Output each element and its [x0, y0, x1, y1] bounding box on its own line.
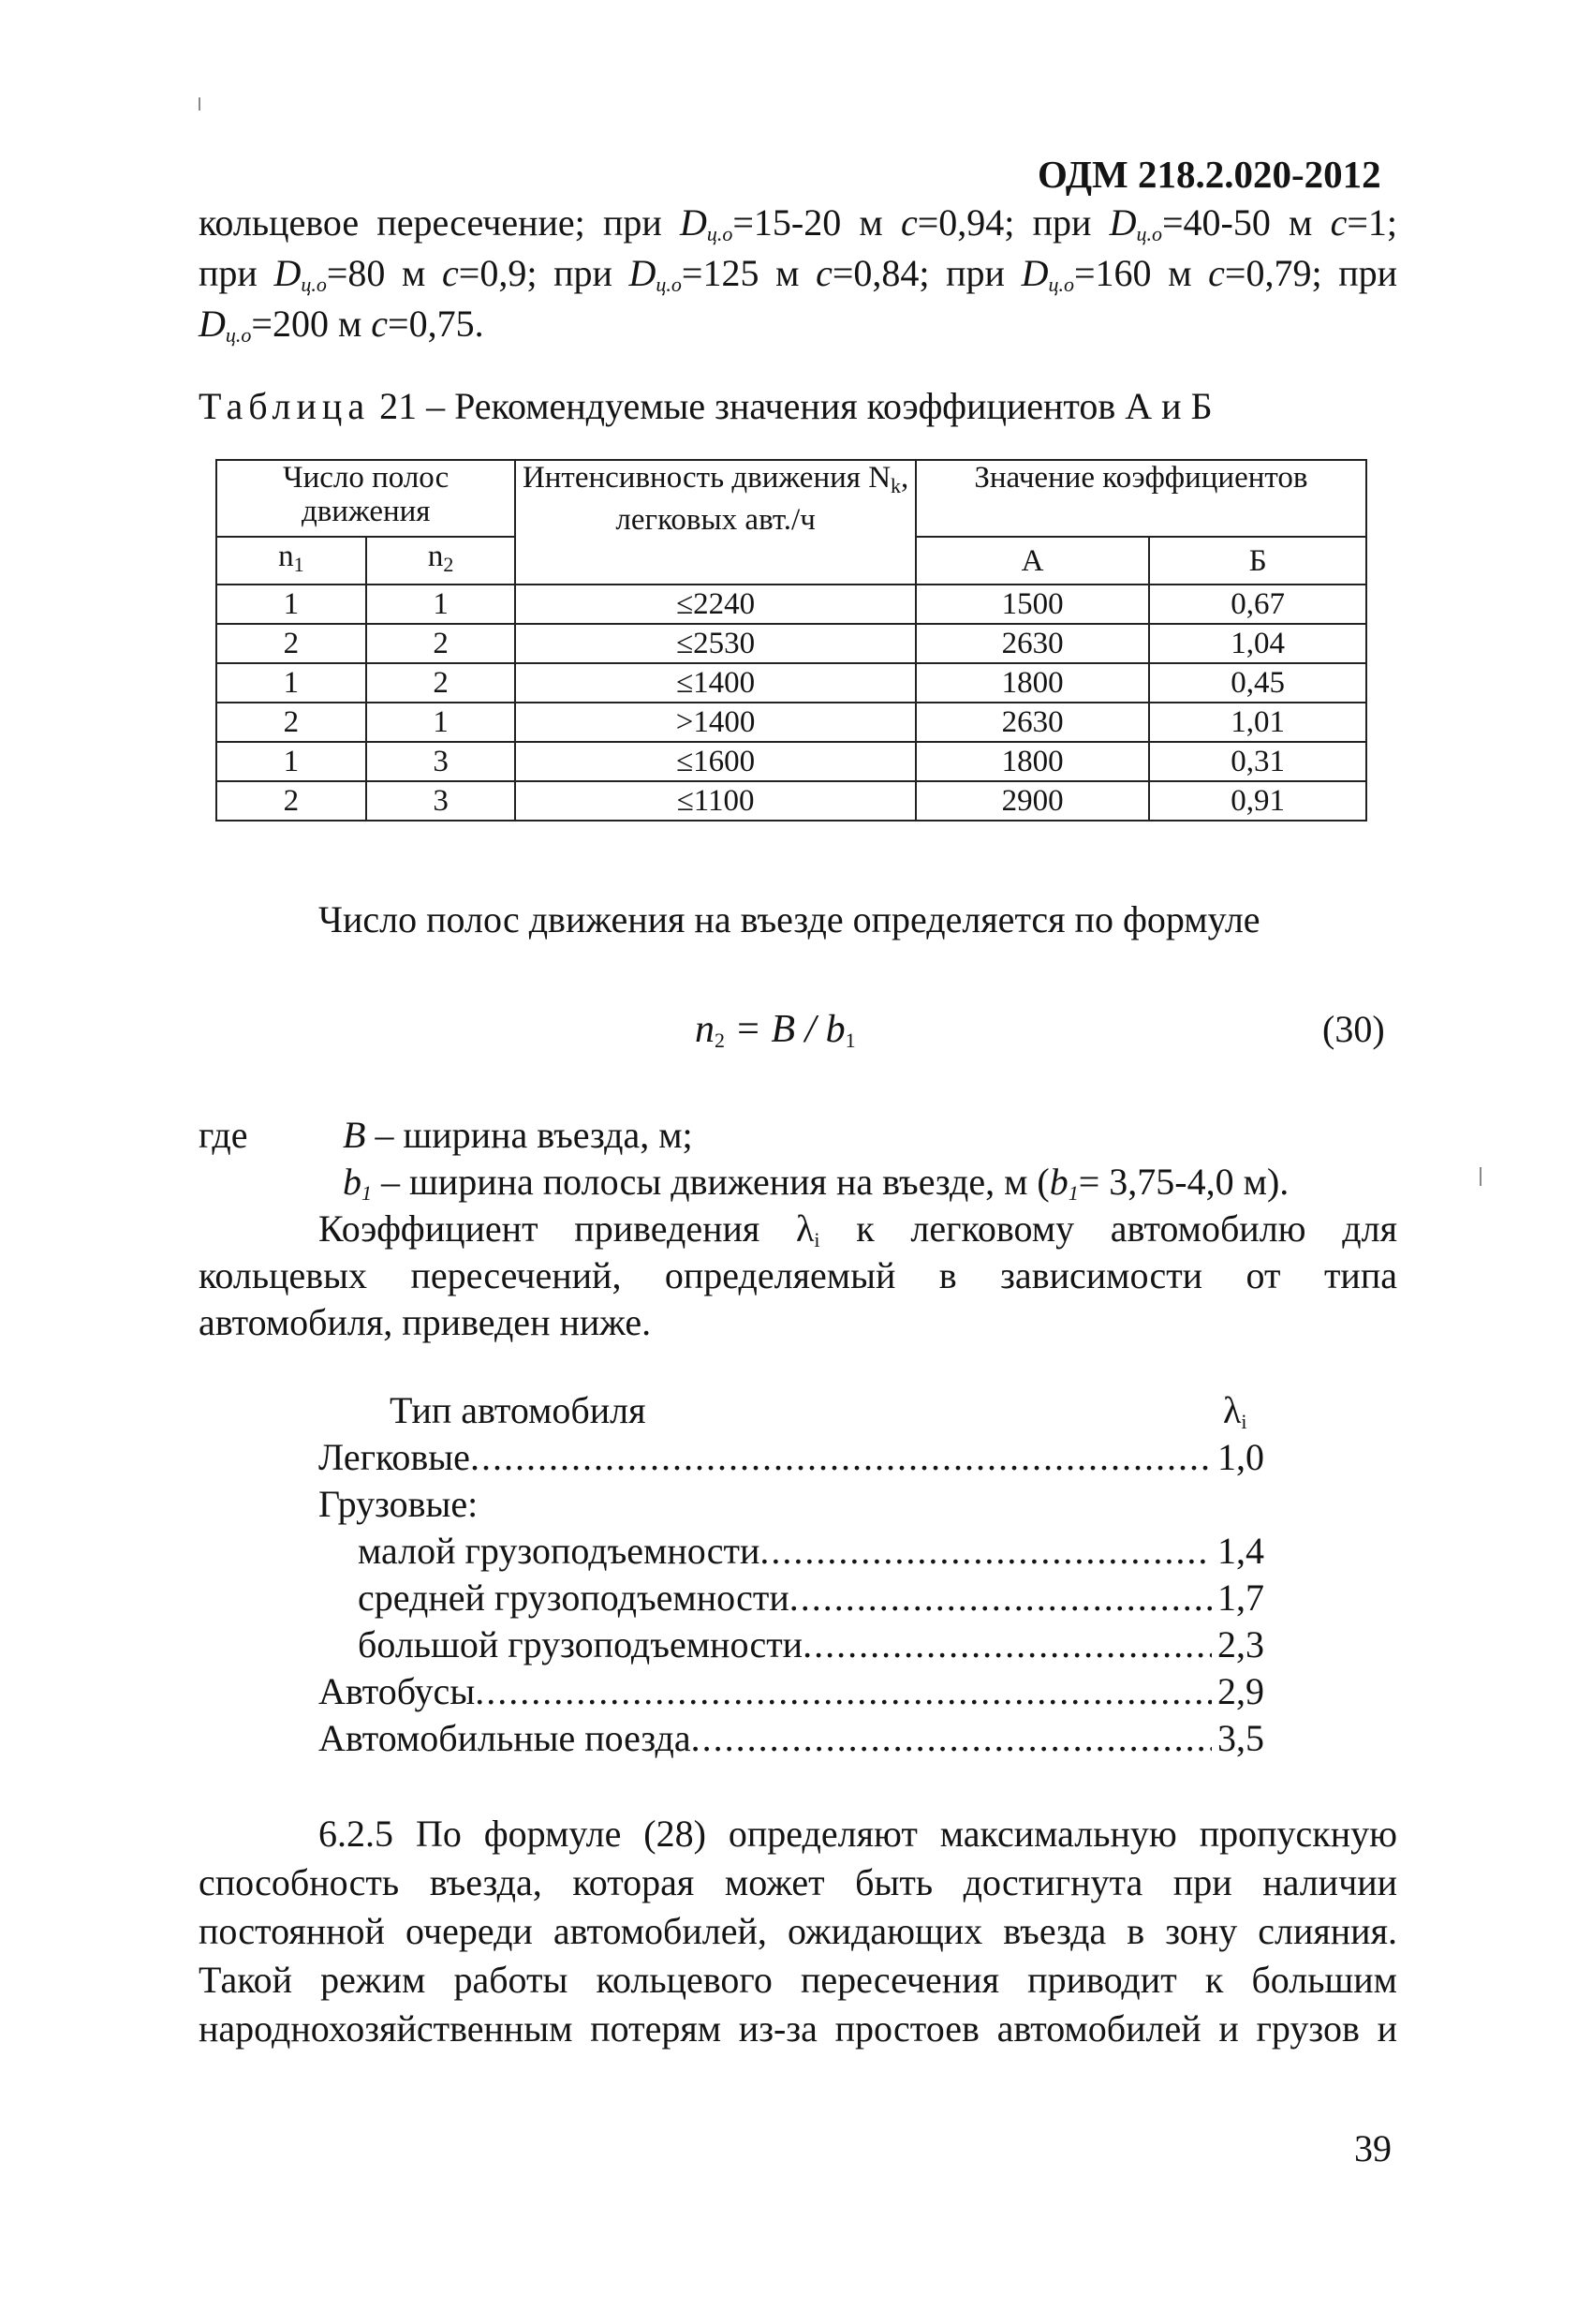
- cell-intensity: ≤1600: [515, 742, 915, 781]
- cell-a: 1800: [916, 742, 1150, 781]
- item-value: 1,0: [1217, 1436, 1264, 1478]
- table-row: [216, 585, 1366, 624]
- cell-n2: 1: [366, 703, 516, 742]
- equation-number: (30): [1322, 1008, 1385, 1050]
- intro-line-2: при $D_{ц.о}=80$ м c=0,9; при $D_{ц.о}=125$ м c=0,84; при $D_{ц.о}=160$ м c=0,79; при: [199, 252, 1398, 296]
- cell-n1: 1: [216, 663, 366, 703]
- cell-n2: 3: [366, 742, 516, 781]
- cell-n2: 3: [366, 781, 516, 821]
- header-a: А: [916, 537, 1150, 585]
- leader-dots: [470, 1435, 1212, 1480]
- leader-dots: [691, 1716, 1212, 1761]
- header-intensity: Интенсивность движения $N_k$, легковых авт./ч: [515, 460, 915, 585]
- cell-a: 2900: [916, 781, 1150, 821]
- table-caption: Таблица 21 – Рекомендуемые значения коэффициентов А и Б: [199, 385, 1213, 427]
- cell-b: 0,91: [1149, 781, 1366, 821]
- header-lanes: Число полос движения: [216, 460, 515, 537]
- list-item: [318, 1435, 1264, 1480]
- where-label: где: [199, 1114, 248, 1156]
- table-row: [216, 703, 1366, 742]
- cell-n2: 1: [366, 585, 516, 624]
- list-item: [318, 1669, 1264, 1714]
- item-label: средней грузоподъемности: [358, 1576, 789, 1619]
- cell-n2: 2: [366, 624, 516, 663]
- where-b: B – ширина въезда, м;: [343, 1114, 693, 1156]
- item-value: 2,3: [1217, 1623, 1264, 1665]
- list-item: [358, 1529, 1264, 1574]
- section-line-5: народнохозяйственным потерям из-за простоев автомобилей и грузов и: [199, 2007, 1397, 2050]
- item-label: Автобусы: [318, 1670, 476, 1712]
- lanes-text: Число полос движения на въезде определяется по формуле: [318, 898, 1260, 940]
- section-line-2: способность въезда, которая может быть достигнута при наличии: [199, 1861, 1397, 1903]
- item-value: 1,4: [1217, 1530, 1264, 1572]
- scan-mark: [199, 97, 200, 111]
- section-line-4: Такой режим работы кольцевого пересечения приводит к большим: [199, 1959, 1397, 2001]
- item-label: Автомобильные поезда: [318, 1717, 691, 1759]
- cell-a: 2630: [916, 703, 1150, 742]
- cell-intensity: ≤2530: [515, 624, 915, 663]
- scan-mark: [1480, 1167, 1481, 1186]
- item-label: Легковые: [318, 1436, 470, 1478]
- item-value: 2,9: [1217, 1670, 1264, 1712]
- item-value: 3,5: [1217, 1717, 1264, 1759]
- table-row: [216, 624, 1366, 663]
- cell-n1: 2: [216, 703, 366, 742]
- cell-b: 0,67: [1149, 585, 1366, 624]
- leader-dots: [475, 1669, 1212, 1714]
- cell-intensity: ≤2240: [515, 585, 915, 624]
- header-b: Б: [1149, 537, 1366, 585]
- cell-intensity: >1400: [515, 703, 915, 742]
- list-item: [358, 1622, 1264, 1667]
- header-n1: $n_1$: [216, 537, 366, 585]
- coef-para-line-3: автомобиля, приведен ниже.: [199, 1301, 652, 1343]
- lambda-head-type: Тип автомобиля: [390, 1389, 646, 1431]
- intro-line-3: $D_{ц.о}=200$ м c=0,75.: [199, 303, 484, 347]
- cell-a: 2630: [916, 624, 1150, 663]
- intro-line-1: кольцевое пересечение; при $D_{ц.о}=15-20$ м c=0,94; при $D_{ц.о}=40-50$ м c=1;: [199, 201, 1397, 245]
- item-label: малой грузоподъемности: [358, 1530, 760, 1572]
- page-number: 39: [1354, 2127, 1392, 2169]
- leader-dots: [803, 1622, 1212, 1667]
- document-code: ОДМ 218.2.020-2012: [1038, 153, 1381, 196]
- where-b1: $b_1$ – ширина полосы движения на въезде, м ($b_1= 3,75-4,0$ м).: [343, 1161, 1290, 1205]
- table-row: [216, 742, 1366, 781]
- cell-b: 0,31: [1149, 742, 1366, 781]
- cell-n1: 1: [216, 742, 366, 781]
- leader-dots: [759, 1529, 1212, 1574]
- cell-n2: 2: [366, 663, 516, 703]
- item-label: большой грузоподъемности: [358, 1623, 803, 1665]
- list-group-label: Грузовые:: [318, 1483, 479, 1525]
- cell-n1: 2: [216, 624, 366, 663]
- cell-b: 0,45: [1149, 663, 1366, 703]
- coefficients-table: [215, 459, 1367, 822]
- section-line-1: 6.2.5 По формуле (28) определяют максимальную пропускную: [318, 1813, 1397, 1855]
- cell-b: 1,01: [1149, 703, 1366, 742]
- cell-n1: 2: [216, 781, 366, 821]
- cell-a: 1500: [916, 585, 1150, 624]
- formula: $n_2 = B / b_1$: [695, 1008, 856, 1052]
- header-coefficients: Значение коэффициентов: [916, 460, 1366, 537]
- coef-para-line-2: кольцевых пересечений, определяемый в зависимости от типа: [199, 1254, 1397, 1296]
- list-item: [318, 1716, 1264, 1761]
- item-value: 1,7: [1217, 1576, 1264, 1619]
- header-n2: $n_2$: [366, 537, 516, 585]
- coef-para-line-1: Коэффициент приведения $\lambda_i$ к легковому автомобилю для: [318, 1207, 1397, 1251]
- section-line-3: постоянной очереди автомобилей, ожидающих въезда в зону слияния.: [199, 1910, 1397, 1952]
- table-row: [216, 781, 1366, 821]
- table-row: [216, 663, 1366, 703]
- leader-dots: [789, 1576, 1212, 1621]
- cell-b: 1,04: [1149, 624, 1366, 663]
- cell-intensity: ≤1400: [515, 663, 915, 703]
- cell-n1: 1: [216, 585, 366, 624]
- cell-a: 1800: [916, 663, 1150, 703]
- cell-intensity: ≤1100: [515, 781, 915, 821]
- lambda-head-symbol: $\lambda_i$: [1223, 1389, 1247, 1433]
- list-item: [358, 1576, 1264, 1621]
